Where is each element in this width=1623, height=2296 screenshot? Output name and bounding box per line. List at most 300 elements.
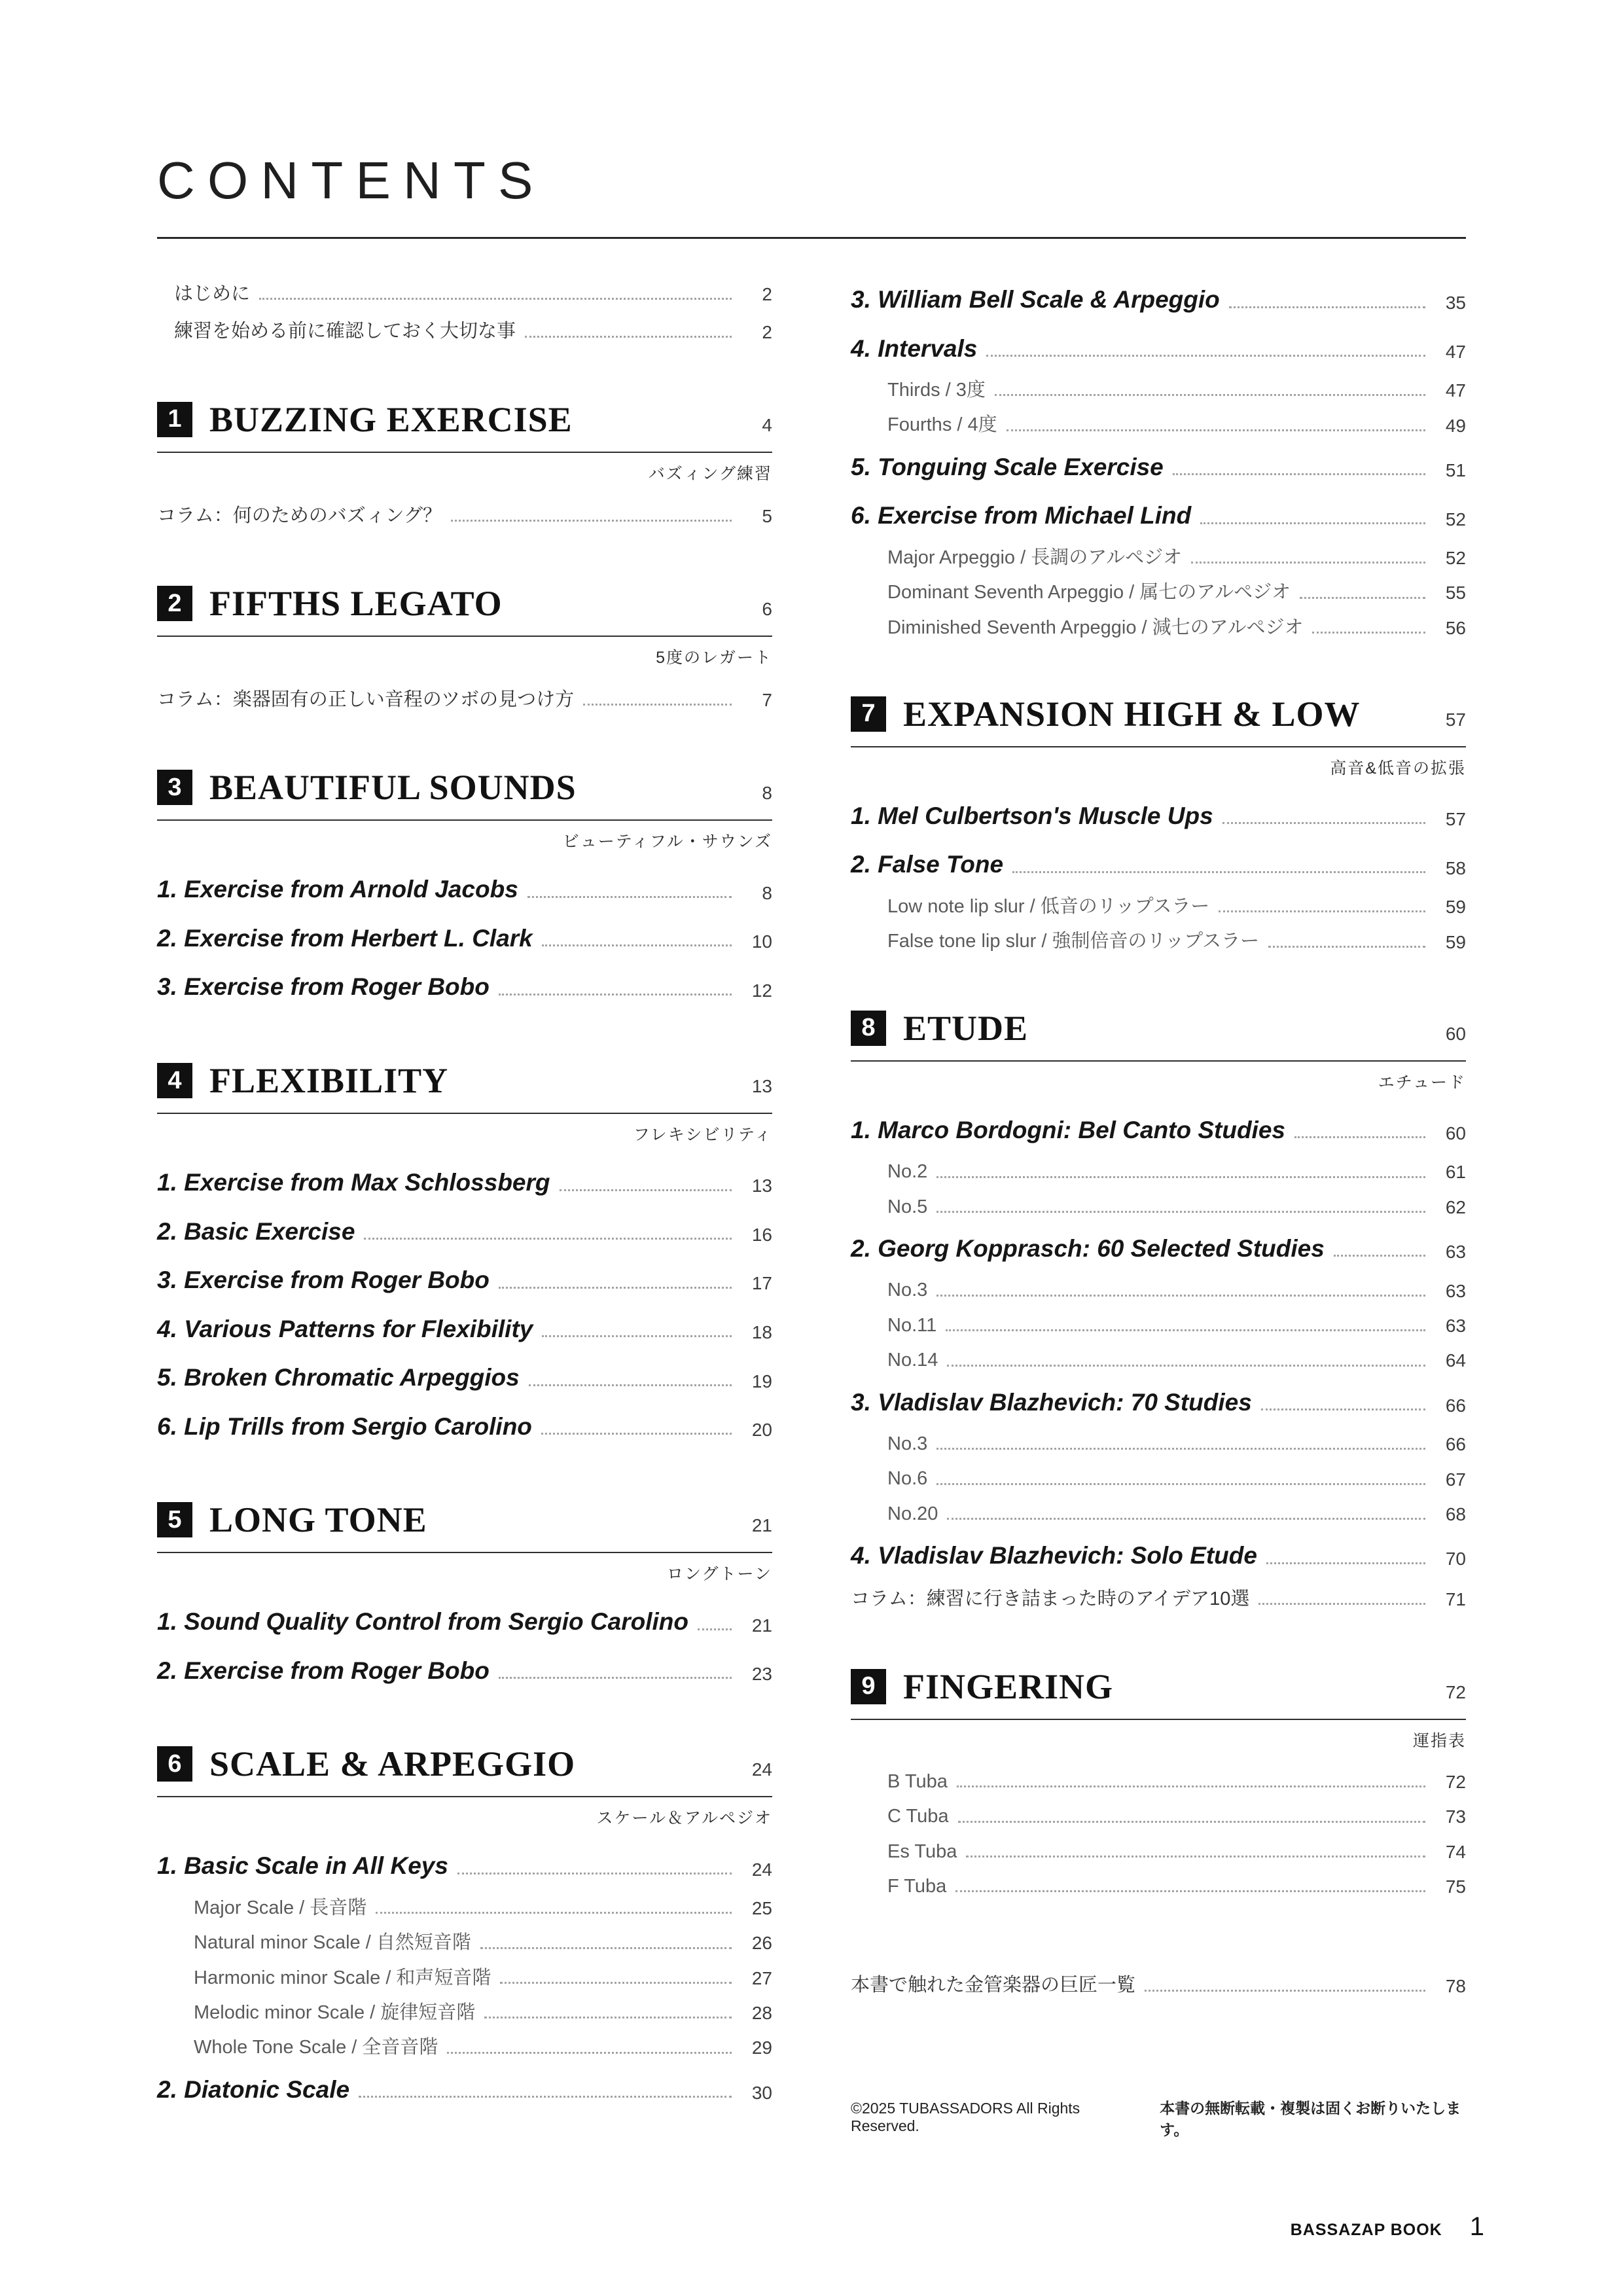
toc-entry (157, 497, 772, 535)
entry-label: Dominant Seventh Arpeggio / 属七のアルペジオ (887, 582, 1291, 603)
toc-section (157, 1060, 772, 1451)
dotted-leader (955, 1890, 1425, 1892)
dotted-leader (966, 1856, 1425, 1857)
section-page-number: 57 (1445, 709, 1466, 730)
toc-section (157, 767, 772, 1012)
toc-section (157, 583, 772, 719)
entry-page-number: 25 (751, 1898, 772, 1919)
dotted-leader (1300, 597, 1425, 599)
section-items (157, 497, 772, 535)
copyright-line (851, 2096, 1466, 2140)
dotted-leader (1294, 1136, 1425, 1138)
entry-label: Diminished Seventh Arpeggio / 減七のアルペジオ (887, 617, 1304, 638)
section-title: FLEXIBILITY (209, 1061, 449, 1101)
toc-entry (157, 1996, 772, 2030)
toc-entry (851, 575, 1466, 610)
section-page-number: 13 (751, 1076, 772, 1097)
entry-label: コラム：何のためのバズィング？ (157, 505, 442, 526)
dotted-leader (457, 1873, 732, 1874)
toc-entry (851, 1967, 1466, 2004)
toc-entry (851, 1497, 1466, 1532)
section-title: BEAUTIFUL SOUNDS (209, 768, 577, 808)
toc-entry (851, 840, 1466, 889)
section-subtitle-jp: 運指表 (1412, 1731, 1466, 1750)
entry-page-number: 30 (751, 2083, 772, 2104)
entry-page-number: 59 (1445, 931, 1466, 952)
dotted-leader (936, 1176, 1425, 1178)
entry-label: 1. Basic Scale in All Keys (157, 1852, 448, 1880)
section-items (157, 1158, 772, 1451)
copyright-notice: 本書の無断転載・複製は固くお断りいたします。 (1160, 2099, 1461, 2138)
entry-page-number: 49 (1445, 415, 1466, 436)
dotted-leader (525, 336, 732, 338)
section-title: BUZZING EXERCISE (209, 399, 573, 439)
toc-entry (157, 1842, 772, 1891)
toc-entry (157, 1891, 772, 1926)
toc-column-right (851, 276, 1466, 2140)
section-page-number: 21 (751, 1515, 772, 1536)
section-header (851, 1008, 1466, 1049)
entry-label: 4. Various Patterns for Flexibility (157, 1315, 533, 1342)
toc-entry (851, 792, 1466, 841)
toc-entry (851, 443, 1466, 492)
toc-section (851, 694, 1466, 960)
entry-label: 1. Exercise from Max Schlossberg (157, 1169, 550, 1196)
section-header (157, 1499, 772, 1540)
entry-page-number: 64 (1445, 1350, 1466, 1371)
dotted-leader (1200, 522, 1425, 524)
dotted-leader (583, 704, 732, 706)
folio-page-number: 1 (1469, 2212, 1484, 2241)
entry-page-number: 67 (1445, 1469, 1466, 1490)
section-number-badge: 6 (157, 1746, 192, 1782)
entry-page-number: 2 (762, 284, 772, 305)
toc-entry (851, 1343, 1466, 1378)
section-title: EXPANSION HIGH & LOW (903, 694, 1361, 734)
dotted-leader (936, 1483, 1425, 1485)
entry-page-number: 61 (1445, 1162, 1466, 1183)
toc-entry (157, 1647, 772, 1696)
entry-label: 本書で触れた金管楽器の巨匠一覧 (851, 1975, 1136, 1996)
dotted-leader (1222, 822, 1425, 824)
toc-entry (157, 914, 772, 963)
toc-entry (851, 325, 1466, 374)
toc-entry (157, 1208, 772, 1257)
entry-page-number: 78 (1445, 1975, 1466, 1996)
section-subtitle-jp: ビューティフル・サウンズ (562, 833, 772, 852)
dotted-leader (1334, 1255, 1425, 1257)
toc-entry (851, 1532, 1466, 1581)
entry-page-number: 52 (1445, 548, 1466, 569)
dotted-leader (560, 1189, 732, 1191)
entry-page-number: 75 (1445, 1876, 1466, 1897)
toc-entry (157, 1598, 772, 1647)
entry-page-number: 5 (762, 505, 772, 526)
entry-page-number: 2 (762, 321, 772, 342)
entry-page-number: 24 (751, 1859, 772, 1880)
toc-entry (851, 1273, 1466, 1308)
toc-entry (157, 313, 772, 350)
entry-label: F Tuba (887, 1876, 947, 1897)
page-header (157, 151, 1466, 239)
toc-entry (851, 1378, 1466, 1427)
toc-entry (851, 1869, 1466, 1904)
entry-label: Natural minor Scale / 自然短音階 (194, 1932, 471, 1954)
entry-label: 3. Exercise from Roger Bobo (157, 973, 490, 1001)
dotted-leader (359, 2096, 732, 2098)
section-items (851, 1765, 1466, 1904)
entry-label: Whole Tone Scale / 全音音階 (194, 2037, 438, 2058)
page-footer (1291, 2212, 1484, 2242)
entry-page-number: 63 (1445, 1280, 1466, 1301)
section-divider (851, 1060, 1466, 1062)
dotted-leader (946, 1329, 1425, 1331)
entry-label: 3. William Bell Scale & Arpeggio (851, 286, 1220, 313)
entry-label: No.3 (887, 1280, 928, 1301)
section-items (851, 1106, 1466, 1618)
entry-page-number: 29 (751, 2037, 772, 2058)
entry-page-number: 47 (1445, 341, 1466, 362)
dotted-leader (1312, 632, 1425, 634)
entry-page-number: 63 (1445, 1315, 1466, 1336)
section-number-badge: 5 (157, 1502, 192, 1537)
section-page-number: 8 (762, 783, 772, 804)
entry-page-number: 52 (1445, 509, 1466, 529)
entry-label: No.6 (887, 1468, 928, 1490)
dotted-leader (936, 1211, 1425, 1213)
dotted-leader (1229, 306, 1425, 308)
dotted-leader (499, 994, 732, 996)
section-header (851, 694, 1466, 734)
section-subtitle-jp: 高音&低音の拡張 (1330, 759, 1466, 778)
entry-label: No.11 (887, 1314, 937, 1336)
entry-label: 1. Mel Culbertson's Muscle Ups (851, 802, 1213, 829)
section-page-number: 24 (751, 1759, 772, 1780)
toc-entry (851, 276, 1466, 325)
toc-entry (851, 373, 1466, 408)
toc-entry (851, 1190, 1466, 1225)
section-header (157, 1060, 772, 1101)
entry-page-number: 18 (751, 1322, 772, 1343)
entry-page-number: 58 (1445, 857, 1466, 878)
entry-page-number: 20 (751, 1420, 772, 1441)
entry-page-number: 12 (751, 980, 772, 1001)
entry-label: Fourths / 4度 (887, 414, 997, 436)
section-title: LONG TONE (209, 1500, 427, 1540)
section-title: SCALE & ARPEGGIO (209, 1744, 576, 1784)
toc-section (851, 1008, 1466, 1618)
entry-page-number: 17 (751, 1273, 772, 1294)
entry-page-number: 60 (1445, 1123, 1466, 1144)
dotted-leader (542, 1335, 732, 1337)
dotted-leader (1266, 1562, 1425, 1564)
entry-page-number: 72 (1445, 1772, 1466, 1793)
entry-page-number: 66 (1445, 1395, 1466, 1416)
section-header (157, 767, 772, 808)
entry-page-number: 16 (751, 1224, 772, 1245)
section-number-badge: 1 (157, 402, 192, 437)
entry-label: B Tuba (887, 1770, 948, 1792)
entry-label: 練習を始める前に確認しておく大切な事 (174, 321, 516, 342)
dotted-leader (957, 1785, 1425, 1787)
toc-entry (851, 611, 1466, 645)
section-subtitle-jp: スケール＆アルペジオ (596, 1809, 772, 1828)
toc-entry (157, 2066, 772, 2115)
entry-label: Major Scale / 長音階 (194, 1897, 367, 1918)
dotted-leader (1173, 473, 1425, 475)
toc-entry (851, 1427, 1466, 1462)
toc-list (851, 1967, 1466, 2004)
entry-page-number: 8 (762, 882, 772, 903)
entry-label: No.14 (887, 1350, 938, 1371)
dotted-leader (1261, 1408, 1425, 1410)
entry-label: Harmonic minor Scale / 和声短音階 (194, 1967, 491, 1988)
section-items (157, 1842, 772, 2114)
toc-blocks-left (157, 276, 772, 2114)
entry-label: 6. Lip Trills from Sergio Carolino (157, 1412, 532, 1440)
toc-entry (851, 1155, 1466, 1189)
entry-label: 2. Georg Kopprasch: 60 Selected Studies (851, 1234, 1325, 1262)
page-title: CONTENTS (157, 151, 546, 209)
entry-label: 1. Marco Bordogni: Bel Canto Studies (851, 1116, 1285, 1143)
entry-label: 2. Diatonic Scale (157, 2075, 350, 2103)
toc-entry (851, 1106, 1466, 1155)
dotted-leader (451, 520, 732, 522)
entry-label: 2. Basic Exercise (157, 1217, 355, 1245)
entry-label: 4. Vladislav Blazhevich: Solo Etude (851, 1542, 1257, 1570)
section-number-badge: 7 (851, 696, 886, 732)
entry-label: 2. Exercise from Roger Bobo (157, 1657, 490, 1684)
toc-entry (157, 1354, 772, 1403)
entry-label: C Tuba (887, 1806, 949, 1827)
toc-entry (851, 541, 1466, 575)
toc-section (157, 1499, 772, 1695)
entry-page-number: 73 (1445, 1806, 1466, 1827)
toc-entry (157, 1158, 772, 1208)
dotted-leader (541, 1433, 732, 1435)
entry-page-number: 66 (1445, 1434, 1466, 1455)
book-title: BASSAZAP BOOK (1290, 2221, 1442, 2239)
entry-label: 6. Exercise from Michael Lind (851, 502, 1192, 529)
section-page-number: 4 (762, 414, 772, 435)
entry-page-number: 26 (751, 1933, 772, 1954)
section-divider (157, 1552, 772, 1553)
dotted-leader (259, 298, 732, 300)
dotted-leader (1145, 1990, 1425, 1992)
entry-page-number: 57 (1445, 809, 1466, 830)
dotted-leader (936, 1448, 1425, 1450)
dotted-leader (698, 1628, 732, 1630)
entry-page-number: 63 (1445, 1242, 1466, 1263)
entry-label: コラム：楽器固有の正しい音程のツボの見つけ方 (157, 689, 575, 711)
entry-label: Major Arpeggio / 長調のアルペジオ (887, 547, 1183, 568)
toc-list (851, 276, 1466, 645)
entry-page-number: 19 (751, 1371, 772, 1391)
entry-page-number: 27 (751, 1967, 772, 1988)
entry-label: 3. Vladislav Blazhevich: 70 Studies (851, 1388, 1252, 1416)
section-subtitle-jp: バズィング練習 (648, 464, 772, 483)
toc-entry (157, 681, 772, 719)
entry-page-number: 23 (751, 1664, 772, 1685)
section-header (851, 1666, 1466, 1707)
toc-entry (851, 924, 1466, 959)
dotted-leader (500, 1982, 732, 1984)
section-header (157, 583, 772, 624)
entry-page-number: 7 (762, 690, 772, 711)
section-title: FIFTHS LEGATO (209, 584, 503, 624)
toc-entry (851, 1799, 1466, 1834)
dotted-leader (499, 1677, 732, 1679)
section-subtitle-jp: 5度のレガート (656, 649, 772, 668)
dotted-leader (542, 944, 732, 946)
section-page-number: 72 (1445, 1681, 1466, 1702)
toc-entry (851, 1225, 1466, 1274)
copyright-text: ©2025 TUBASSADORS All Rights Reserved. (851, 2099, 1080, 2134)
dotted-leader (376, 1912, 732, 1914)
dotted-leader (447, 2052, 732, 2054)
toc-entry (157, 1926, 772, 1960)
dotted-leader (1258, 1603, 1425, 1605)
dotted-leader (1012, 871, 1425, 873)
toc-entry (851, 1462, 1466, 1496)
entry-label: No.3 (887, 1433, 928, 1455)
section-header (157, 399, 772, 440)
entry-page-number: 70 (1445, 1549, 1466, 1570)
entry-page-number: 56 (1445, 617, 1466, 638)
dotted-leader (986, 355, 1425, 357)
dotted-leader (1268, 946, 1425, 948)
entry-label: 2. Exercise from Herbert L. Clark (157, 924, 533, 952)
toc-entry (157, 276, 772, 313)
dotted-leader (1219, 910, 1425, 912)
section-number-badge: 4 (157, 1063, 192, 1098)
entry-label: No.2 (887, 1161, 928, 1183)
entry-label: 1. Sound Quality Control from Sergio Carolino (157, 1608, 688, 1636)
toc-entry (157, 865, 772, 914)
section-divider (157, 819, 772, 821)
entry-label: 2. False Tone (851, 851, 1004, 878)
toc-entry (157, 963, 772, 1012)
entry-page-number: 51 (1445, 460, 1466, 481)
section-header (157, 1744, 772, 1784)
entry-label: Thirds / 3度 (887, 380, 986, 401)
entry-page-number: 59 (1445, 897, 1466, 918)
section-divider (157, 1796, 772, 1797)
entry-label: 3. Exercise from Roger Bobo (157, 1266, 490, 1294)
section-items (157, 1598, 772, 1695)
entry-label: 5. Tonguing Scale Exercise (851, 453, 1164, 480)
section-title: FINGERING (903, 1666, 1114, 1706)
entry-page-number: 71 (1445, 1588, 1466, 1609)
entry-label: はじめに (174, 283, 251, 304)
entry-page-number: 68 (1445, 1503, 1466, 1524)
dotted-leader (480, 1947, 732, 1949)
toc-entry (851, 492, 1466, 541)
toc-section (157, 1744, 772, 2114)
entry-label: Low note lip slur / 低音のリップスラー (887, 896, 1210, 917)
toc-columns (157, 276, 1466, 2140)
entry-label: Es Tuba (887, 1840, 957, 1862)
dotted-leader (529, 1384, 732, 1386)
section-items (157, 865, 772, 1012)
section-items (851, 792, 1466, 960)
section-divider (851, 1719, 1466, 1720)
toc-entry (157, 2030, 772, 2065)
toc-section (851, 1666, 1466, 1904)
entry-label: No.20 (887, 1503, 938, 1524)
section-number-badge: 8 (851, 1011, 886, 1046)
toc-entry (851, 889, 1466, 924)
toc-entry (157, 1961, 772, 1996)
dotted-leader (947, 1518, 1425, 1520)
dotted-leader (936, 1295, 1425, 1297)
toc-column-left (157, 276, 772, 2114)
dotted-leader (527, 896, 732, 898)
title-divider (157, 237, 1466, 239)
entry-page-number: 28 (751, 2003, 772, 2024)
entry-label: 1. Exercise from Arnold Jacobs (157, 876, 518, 903)
dotted-leader (1007, 429, 1425, 431)
section-divider (157, 1113, 772, 1114)
section-number-badge: 3 (157, 770, 192, 805)
entry-label: False tone lip slur / 強制倍音のリップスラー (887, 931, 1260, 952)
section-items (157, 681, 772, 719)
section-title: ETUDE (903, 1008, 1029, 1048)
entry-label: Melodic minor Scale / 旋律短音階 (194, 2001, 476, 2023)
toc-entry (851, 1308, 1466, 1343)
section-subtitle-jp: ロングトーン (666, 1565, 772, 1584)
toc-entry (851, 408, 1466, 442)
section-subtitle-jp: エチュード (1378, 1073, 1466, 1092)
toc-list (157, 276, 772, 351)
dotted-leader (484, 2017, 732, 2018)
dotted-leader (947, 1365, 1425, 1367)
entry-page-number: 47 (1445, 380, 1466, 401)
entry-label: コラム：練習に行き詰まった時のアイデア10選 (851, 1588, 1250, 1609)
dotted-leader (1191, 562, 1425, 564)
section-divider (157, 636, 772, 637)
entry-page-number: 74 (1445, 1841, 1466, 1862)
section-page-number: 6 (762, 599, 772, 620)
toc-entry (157, 1256, 772, 1305)
toc-entry (157, 1305, 772, 1354)
section-divider (851, 746, 1466, 747)
toc-section (157, 399, 772, 535)
section-number-badge: 2 (157, 586, 192, 621)
entry-page-number: 35 (1445, 293, 1466, 314)
section-divider (157, 452, 772, 453)
toc-blocks-right (851, 276, 1466, 2005)
dotted-leader (958, 1821, 1426, 1823)
toc-entry (157, 1403, 772, 1452)
section-subtitle-jp: フレキシビリティ (633, 1126, 772, 1145)
dotted-leader (499, 1287, 732, 1289)
toc-entry (851, 1581, 1466, 1618)
toc-entry (851, 1765, 1466, 1799)
entry-label: No.5 (887, 1196, 928, 1217)
dotted-leader (995, 394, 1425, 396)
entry-page-number: 13 (751, 1175, 772, 1196)
toc-entry (851, 1835, 1466, 1869)
entry-label: 5. Broken Chromatic Arpeggios (157, 1364, 520, 1391)
entry-label: 4. Intervals (851, 334, 978, 362)
entry-page-number: 21 (751, 1615, 772, 1636)
section-page-number: 60 (1445, 1023, 1466, 1044)
section-number-badge: 9 (851, 1669, 886, 1704)
entry-page-number: 62 (1445, 1196, 1466, 1217)
dotted-leader (364, 1238, 732, 1240)
entry-page-number: 55 (1445, 583, 1466, 603)
